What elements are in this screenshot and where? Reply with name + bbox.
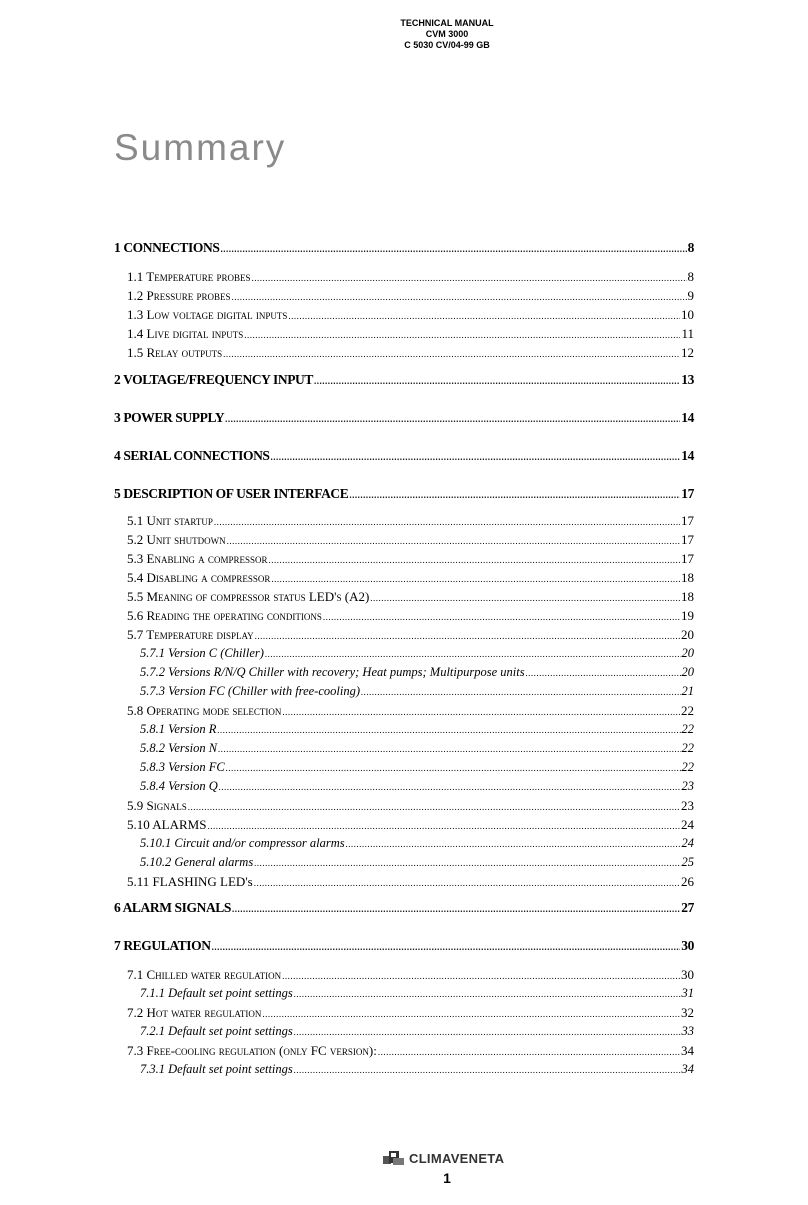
toc-entry-page-number: 8	[687, 269, 694, 284]
toc-entry-title: 5.9 Signals	[127, 798, 187, 813]
toc-dot-leader	[188, 803, 680, 812]
page-number: 1	[443, 1170, 451, 1186]
toc-dot-leader	[225, 415, 680, 424]
toc-entry[interactable]	[127, 532, 694, 548]
toc-entry-title: 5.7.1 Version C (Chiller)	[140, 646, 264, 660]
header-model: CVM 3000	[425, 29, 469, 39]
toc-entry-title: 7.2.1 Default set point settings	[140, 1024, 293, 1038]
toc-entry-title: 5.8.1 Version R	[140, 722, 217, 736]
toc-entry[interactable]	[127, 817, 694, 833]
toc-entry-page-number: 23	[681, 779, 694, 793]
toc-entry[interactable]	[127, 874, 694, 890]
toc-dot-leader	[217, 726, 680, 735]
toc-dot-leader	[370, 594, 680, 603]
toc-entry-page-number: 21	[681, 684, 694, 698]
toc-entry[interactable]	[140, 1024, 694, 1039]
toc-entry[interactable]	[114, 486, 694, 502]
toc-entry-title: 5.10 ALARMS	[127, 817, 207, 832]
toc-dot-leader	[268, 556, 680, 565]
company-logo	[383, 1149, 504, 1167]
toc-entry-title: 5.3 Enabling a compressor	[127, 551, 268, 566]
header-document-code: C 5030 CV/04-99 GB	[404, 40, 490, 50]
toc-dot-leader	[282, 708, 680, 717]
toc-dot-leader	[349, 491, 680, 500]
toc-entry[interactable]	[140, 722, 694, 737]
toc-entry-title: 7.3 Free-cooling regulation (only FC version):	[127, 1043, 377, 1058]
toc-entry-page-number: 31	[681, 986, 694, 1000]
toc-entry-title: 1.5 Relay outputs	[127, 345, 223, 360]
toc-entry[interactable]	[114, 372, 694, 388]
toc-entry-page-number: 14	[681, 448, 694, 463]
toc-entry-page-number: 34	[681, 1043, 694, 1058]
toc-entry[interactable]	[127, 627, 694, 643]
toc-entry[interactable]	[127, 345, 694, 361]
toc-entry[interactable]	[114, 410, 694, 426]
toc-entry[interactable]	[114, 938, 694, 954]
toc-entry-title: 2 VOLTAGE/FREQUENCY INPUT	[114, 372, 314, 387]
toc-entry-title: 1.1 Temperature probes	[127, 269, 251, 284]
toc-entry-title: 6 ALARM SIGNALS	[114, 900, 232, 915]
toc-entry[interactable]	[127, 703, 694, 719]
toc-dot-leader	[212, 943, 681, 952]
toc-dot-leader	[526, 669, 681, 678]
toc-entry-page-number: 26	[681, 874, 694, 889]
toc-entry[interactable]	[140, 760, 694, 775]
toc-entry-title: 5.8.3 Version FC	[140, 760, 225, 774]
toc-entry-title: 4 SERIAL CONNECTIONS	[114, 448, 270, 463]
toc-dot-leader	[265, 650, 681, 659]
toc-entry-title: 5.7.2 Versions R/N/Q Chiller with recovery; Heat pumps; Multipurpose units	[140, 665, 525, 679]
toc-entry-title: 1.2 Pressure probes	[127, 288, 231, 303]
toc-entry-title: 5.2 Unit shutdown	[127, 532, 226, 547]
toc-dot-leader	[262, 1010, 680, 1019]
toc-entry-title: 7 REGULATION	[114, 938, 211, 953]
toc-entry-page-number: 19	[681, 608, 694, 623]
toc-entry-title: 5 DESCRIPTION OF USER INTERFACE	[114, 486, 349, 501]
toc-entry[interactable]	[114, 240, 694, 256]
climaveneta-logo-icon	[383, 1149, 405, 1167]
toc-dot-leader	[255, 632, 680, 641]
toc-dot-leader	[251, 274, 686, 283]
toc-entry-page-number: 20	[681, 627, 694, 642]
toc-entry-title: 5.8.4 Version Q	[140, 779, 218, 793]
toc-dot-leader	[244, 331, 680, 340]
toc-entry[interactable]	[140, 986, 694, 1001]
toc-dot-leader	[227, 537, 680, 546]
toc-entry-title: 5.7.3 Version FC (Chiller with free-cooling)	[140, 684, 361, 698]
toc-dot-leader	[288, 312, 680, 321]
page-title: Summary	[114, 127, 287, 168]
toc-entry-page-number: 20	[681, 646, 694, 660]
toc-entry-title: 5.6 Reading the operating conditions	[127, 608, 322, 623]
toc-entry-title: 1 CONNECTIONS	[114, 240, 220, 255]
toc-entry-title: 3 POWER SUPPLY	[114, 410, 225, 425]
toc-entry[interactable]	[127, 967, 694, 983]
toc-entry-page-number: 25	[681, 855, 694, 869]
toc-entry[interactable]	[140, 779, 694, 794]
toc-dot-leader	[232, 905, 680, 914]
toc-entry-page-number: 22	[681, 760, 694, 774]
toc-dot-leader	[220, 245, 686, 254]
toc-entry-title: 5.7 Temperature display	[127, 627, 254, 642]
toc-dot-leader	[254, 859, 680, 868]
toc-entry-page-number: 22	[681, 741, 694, 755]
toc-dot-leader	[254, 879, 680, 888]
toc-dot-leader	[294, 1066, 681, 1075]
toc-entry-page-number: 18	[681, 589, 694, 604]
toc-entry-page-number: 20	[681, 665, 694, 679]
toc-entry-title: 5.4 Disabling a compressor	[127, 570, 271, 585]
toc-entry-page-number: 17	[681, 486, 694, 501]
toc-dot-leader	[314, 377, 680, 386]
toc-dot-leader	[271, 575, 680, 584]
toc-dot-leader	[218, 745, 680, 754]
toc-dot-leader	[294, 1028, 681, 1037]
toc-entry-page-number: 17	[681, 513, 694, 528]
header-manual-type: TECHNICAL MANUAL	[400, 18, 494, 28]
toc-entry-title: 1.4 Live digital inputs	[127, 326, 244, 341]
toc-entry[interactable]	[127, 269, 694, 285]
toc-dot-leader	[226, 764, 681, 773]
toc-entry[interactable]	[140, 741, 694, 756]
toc-dot-leader	[378, 1048, 680, 1057]
toc-entry[interactable]	[127, 1005, 694, 1021]
toc-entry[interactable]	[127, 326, 694, 342]
toc-dot-leader	[346, 840, 681, 849]
toc-entry-page-number: 18	[681, 570, 694, 585]
toc-dot-leader	[271, 453, 681, 462]
toc-entry-page-number: 24	[681, 836, 694, 850]
toc-entry-title: 5.8 Operating mode selection	[127, 703, 282, 718]
toc-entry-page-number: 17	[681, 532, 694, 547]
toc-entry-page-number: 9	[687, 288, 694, 303]
toc-entry-page-number: 17	[681, 551, 694, 566]
toc-entry-title: 5.5 Meaning of compressor status LED's (A2)	[127, 589, 370, 604]
toc-entry-page-number: 32	[681, 1005, 694, 1020]
logo-wordmark: CLIMAVENETA	[409, 1150, 505, 1166]
toc-entry-page-number: 27	[681, 900, 694, 915]
toc-dot-leader	[294, 990, 681, 999]
toc-entry[interactable]	[114, 448, 694, 464]
toc-entry[interactable]	[127, 307, 694, 323]
toc-entry-title: 7.1.1 Default set point settings	[140, 986, 293, 1000]
toc-entry-title: 7.2 Hot water regulation	[127, 1005, 262, 1020]
toc-dot-leader	[207, 822, 680, 831]
toc-entry-page-number: 34	[681, 1062, 694, 1076]
toc-dot-leader	[323, 613, 680, 622]
toc-entry-title: 5.1 Unit startup	[127, 513, 213, 528]
toc-entry-page-number: 24	[681, 817, 694, 832]
toc-entry-title: 7.3.1 Default set point settings	[140, 1062, 293, 1076]
toc-dot-leader	[219, 783, 681, 792]
toc-entry-title: 5.8.2 Version N	[140, 741, 218, 755]
toc-dot-leader	[282, 972, 680, 981]
toc-dot-leader	[223, 350, 680, 359]
toc-entry-page-number: 22	[681, 703, 694, 718]
toc-entry[interactable]	[127, 288, 694, 304]
toc-entry[interactable]	[127, 589, 694, 605]
toc-entry[interactable]	[127, 551, 694, 567]
toc-entry[interactable]	[127, 608, 694, 624]
toc-entry[interactable]	[127, 570, 694, 586]
toc-entry[interactable]	[140, 855, 694, 870]
toc-entry-title: 5.10.1 Circuit and/or compressor alarms	[140, 836, 345, 850]
toc-entry[interactable]	[127, 513, 694, 529]
toc-entry-title: 7.1 Chilled water regulation	[127, 967, 282, 982]
toc-entry[interactable]	[114, 900, 694, 916]
toc-entry[interactable]	[140, 836, 694, 851]
toc-entry[interactable]	[140, 646, 694, 661]
toc-entry-title: 1.3 Low voltage digital inputs	[127, 307, 288, 322]
toc-entry-page-number: 14	[681, 410, 694, 425]
toc-entry-page-number: 10	[681, 307, 694, 322]
toc-entry-page-number: 12	[681, 345, 694, 360]
toc-dot-leader	[232, 293, 687, 302]
toc-entry[interactable]	[140, 1062, 694, 1077]
toc-entry-page-number: 30	[681, 938, 694, 953]
toc-entry-page-number: 23	[681, 798, 694, 813]
toc-entry[interactable]	[127, 1043, 694, 1059]
toc-entry[interactable]	[140, 684, 694, 699]
toc-entry[interactable]	[127, 798, 694, 814]
toc-entry-page-number: 33	[681, 1024, 694, 1038]
toc-entry-page-number: 30	[681, 967, 694, 982]
toc-entry-page-number: 8	[687, 240, 694, 255]
toc-dot-leader	[361, 688, 680, 697]
toc-entry-page-number: 13	[681, 372, 694, 387]
toc-entry[interactable]	[140, 665, 694, 680]
toc-entry-page-number: 22	[681, 722, 694, 736]
toc-dot-leader	[214, 518, 680, 527]
toc-entry-page-number: 11	[681, 326, 694, 341]
toc-entry-title: 5.11 FLASHING LED's	[127, 874, 253, 889]
toc-entry-title: 5.10.2 General alarms	[140, 855, 254, 869]
